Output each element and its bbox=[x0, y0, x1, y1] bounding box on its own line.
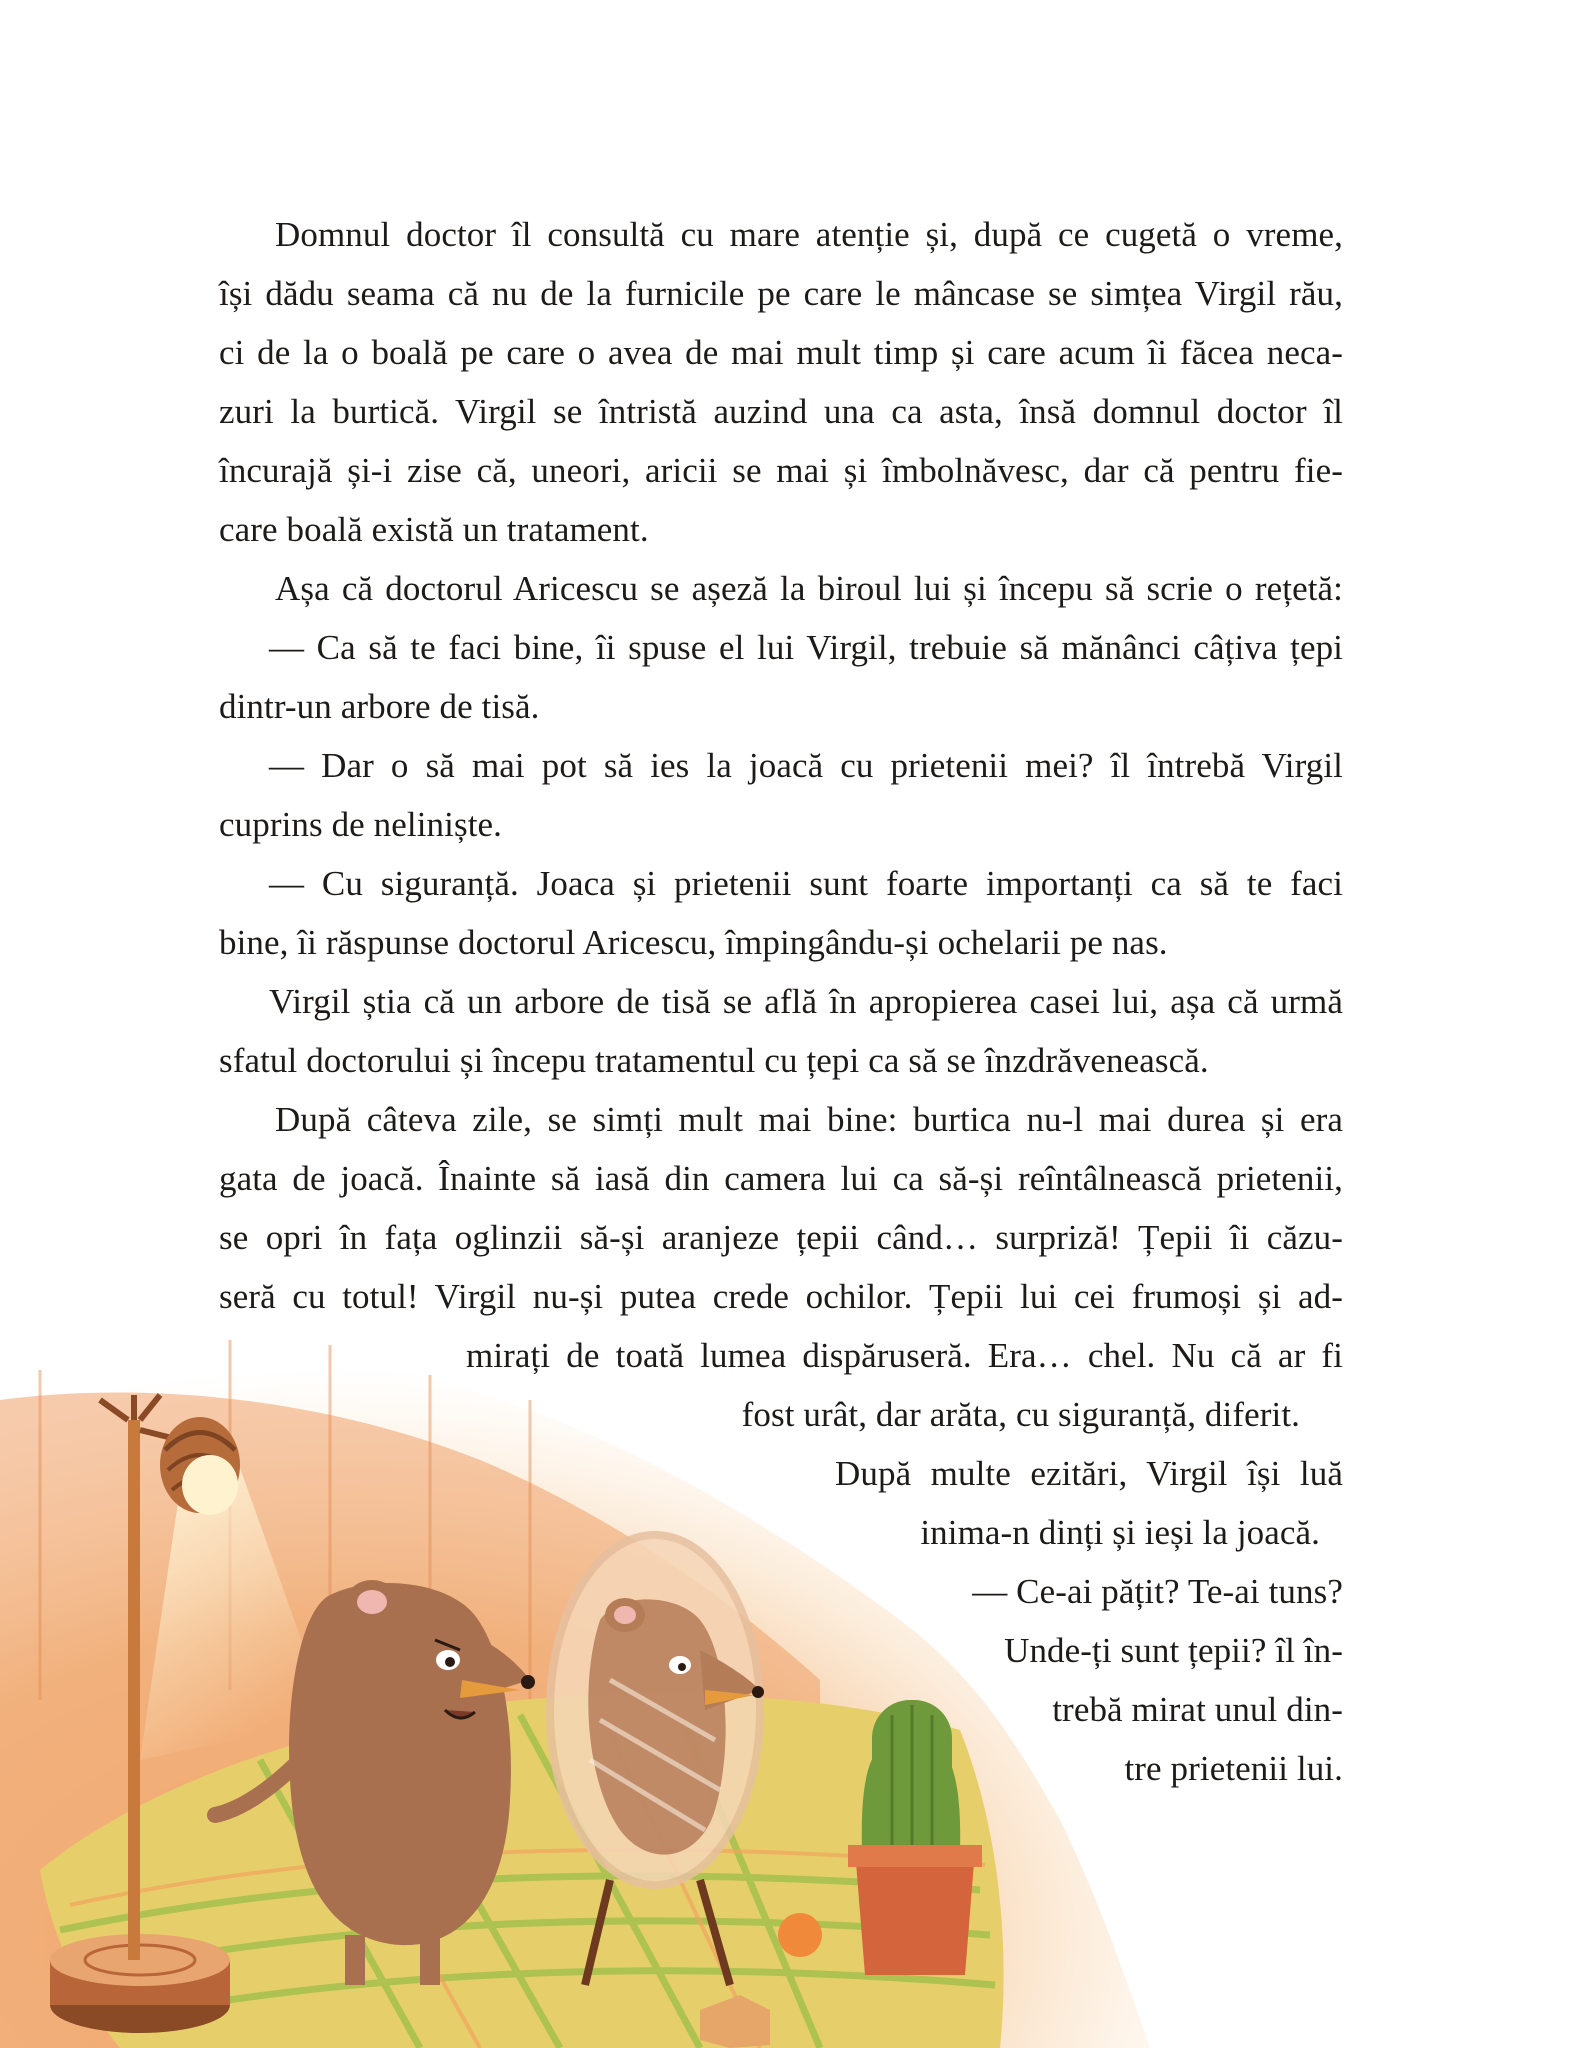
text-line: gata de joacă. Înainte să iasă din camera lui ca să-și reîntâlnească prietenii, bbox=[219, 1159, 1343, 1198]
text-line: ci de la o boală pe care o avea de mai mult timp și care acum îi făcea neca- bbox=[219, 333, 1343, 372]
orange-ball bbox=[778, 1913, 822, 1957]
text-line: își dădu seama că nu de la furnicile pe care le mâncase se simțea Virgil rău, bbox=[219, 274, 1343, 313]
text-line: Unde-ți sunt țepii? îl în- bbox=[1004, 1631, 1343, 1670]
text-line: — Ca să te faci bine, îi spuse el lui Virgil, trebuie să mănânci câțiva țepi bbox=[269, 628, 1343, 667]
text-line: zuri la burtică. Virgil se întristă auzind una ca asta, însă domnul doctor îl bbox=[219, 392, 1343, 431]
text-line: — Cu siguranță. Joaca și prietenii sunt foarte importanți ca să te faci bbox=[269, 864, 1343, 903]
text-line: mirați de toată lumea dispăruseră. Era… chel. Nu că ar fi bbox=[466, 1336, 1343, 1375]
text-line: — Dar o să mai pot să ies la joacă cu prietenii mei? îl întrebă Virgil bbox=[269, 746, 1343, 785]
text-line: — Ce-ai pățit? Te-ai tuns? bbox=[972, 1572, 1343, 1611]
text-line: Domnul doctor îl consultă cu mare atenție și, după ce cugetă o vreme, bbox=[275, 215, 1343, 254]
text-line: sfatul doctorului și începu tratamentul cu țepi ca să se înzdrăvenească. bbox=[219, 1041, 1209, 1080]
text-line: cuprins de neliniște. bbox=[219, 805, 503, 844]
text-line: După câteva zile, se simți mult mai bine: burtica nu-l mai durea și era bbox=[275, 1100, 1343, 1139]
text-line: Așa că doctorul Aricescu se așeză la biroul lui și începu să scrie o rețetă: bbox=[275, 569, 1343, 608]
text-line: seră cu totul! Virgil nu-și putea crede ochilor. Țepii lui cei frumoși și ad- bbox=[219, 1277, 1343, 1316]
text-line: care boală există un tratament. bbox=[219, 510, 649, 549]
text-line: încurajă și-i zise că, uneori, aricii se mai și îmbolnăvesc, dar că pentru fie- bbox=[219, 451, 1343, 490]
text-line: bine, îi răspunse doctorul Aricescu, împingându-și ochelarii pe nas. bbox=[219, 923, 1168, 962]
text-line: fost urât, dar arăta, cu siguranță, diferit. bbox=[741, 1395, 1300, 1434]
text-line: se opri în fața oglinzii să-și aranjeze țepii când… surpriză! Țepii îi căzu- bbox=[219, 1218, 1343, 1257]
text-line: După multe ezitări, Virgil își luă bbox=[835, 1454, 1343, 1493]
text-line: Virgil știa că un arbore de tisă se află în apropierea casei lui, așa că urmă bbox=[269, 982, 1343, 1021]
text-line: dintr-un arbore de tisă. bbox=[219, 687, 540, 726]
text-line: tre prietenii lui. bbox=[1124, 1749, 1343, 1788]
text-line: inima-n dinți și ieși la joacă. bbox=[920, 1513, 1320, 1552]
text-line: trebă mirat unul din- bbox=[1052, 1690, 1343, 1729]
